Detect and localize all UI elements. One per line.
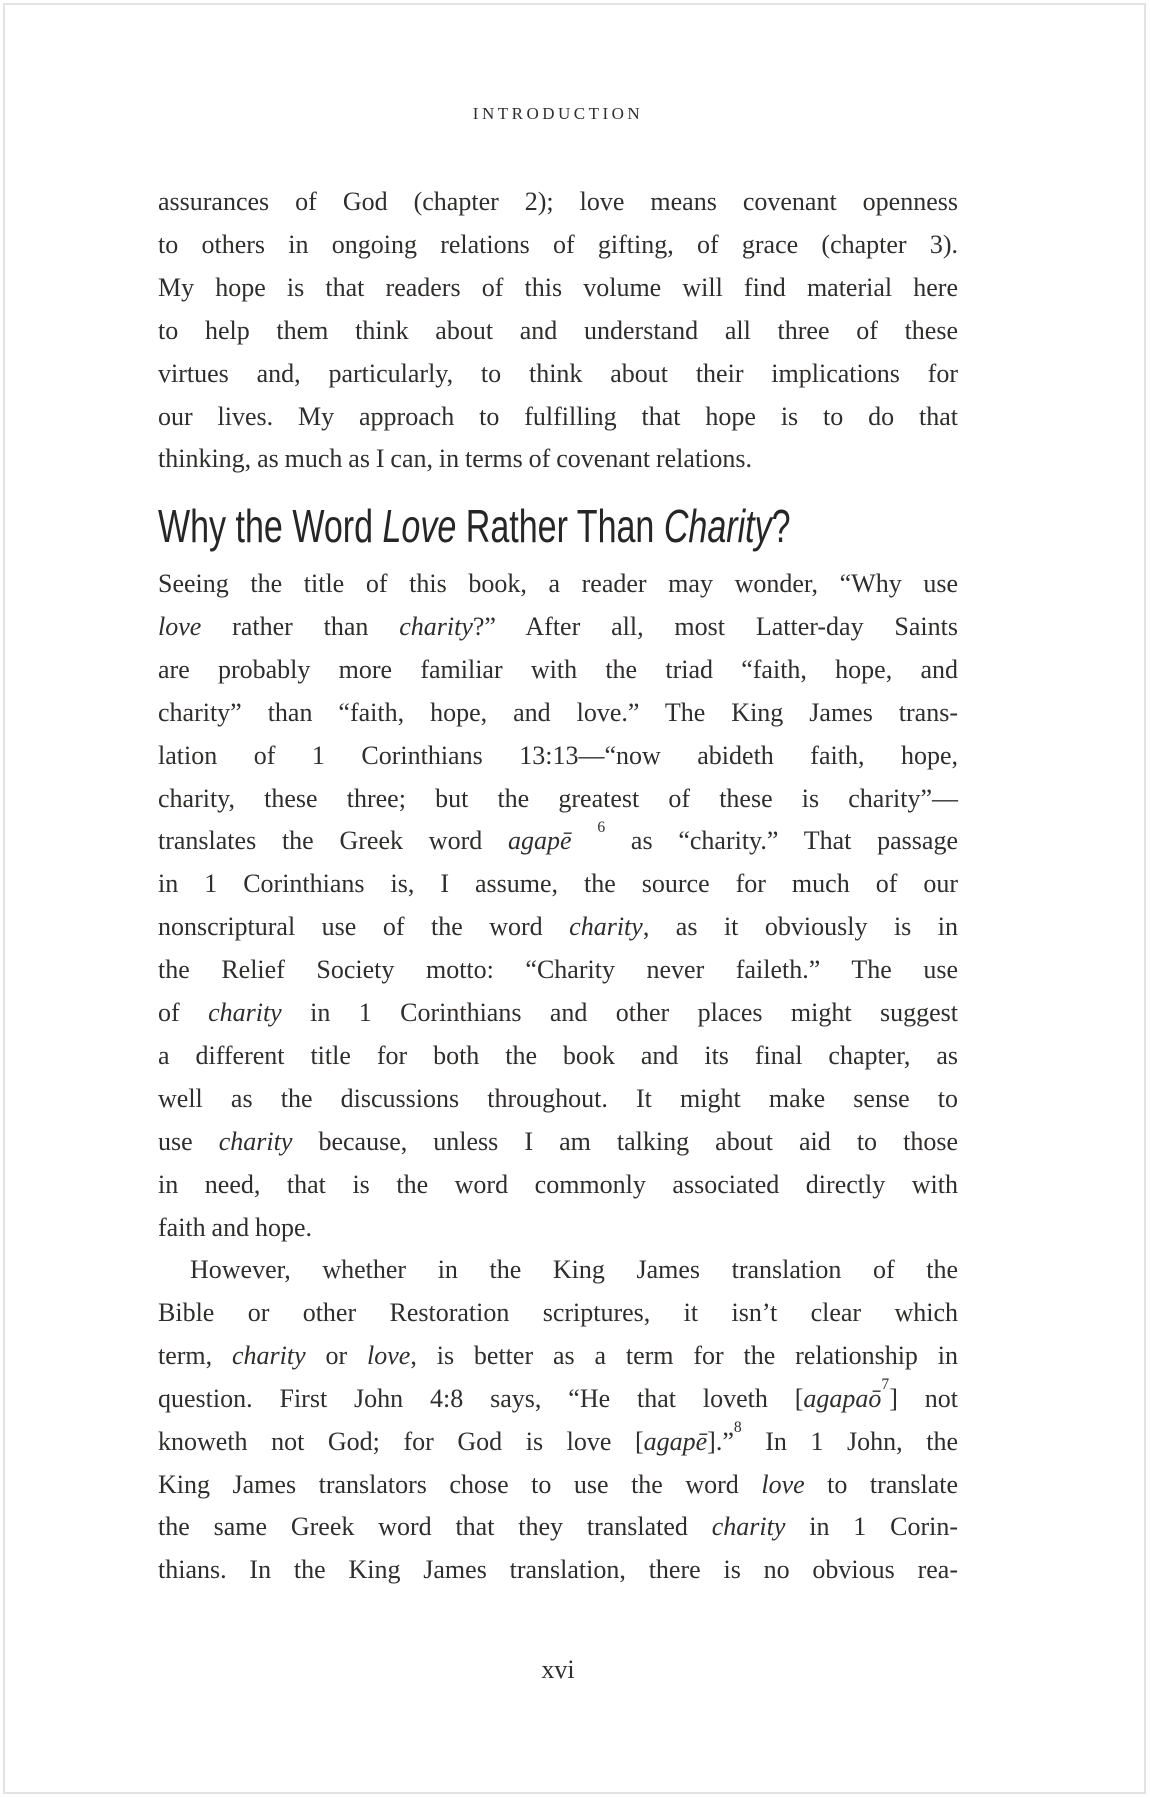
text-line: King James translators chose to use the word love to translate xyxy=(158,1469,959,1499)
text-line: However, whether in the King James translation of the xyxy=(190,1255,958,1284)
paragraph-continuation xyxy=(158,181,958,481)
text-line: Seeing the title of this book, a reader may wonder, “Why use xyxy=(158,569,958,598)
text-line: use charity because, unless I am talking about aid to those xyxy=(158,1126,958,1156)
paragraph-however xyxy=(158,1249,958,1592)
paragraph-why-word-love xyxy=(158,563,958,1250)
section-heading xyxy=(158,500,791,552)
text-line: charity” than “faith, hope, and love.” The King James trans- xyxy=(158,697,958,727)
text-line: virtues and, particularly, to think about their implications for xyxy=(158,358,958,388)
text-line: in 1 Corinthians is, I assume, the source for much of our xyxy=(158,869,958,899)
page-number: xvi xyxy=(541,1655,575,1684)
text-line: assurances of God (chapter 2); love means covenant openness xyxy=(158,187,958,216)
text-line: My hope is that readers of this volume will find material here xyxy=(158,272,958,302)
text-line: nonscriptural use of the word charity, as it obviously is in xyxy=(158,912,958,942)
text-line: charity, these three; but the greatest of these is charity”— xyxy=(158,783,958,813)
text-line: the same Greek word that they translated charity in 1 Corin- xyxy=(158,1512,958,1542)
text-line: our lives. My approach to fulfilling that hope is to do that xyxy=(158,401,958,431)
section-heading-text: Why the Word Love Rather Than Charity? xyxy=(158,500,791,552)
text-line: the Relief Society motto: “Charity never faileth.” The use xyxy=(158,955,958,985)
text-line: to help them think about and understand all three of these xyxy=(158,315,958,345)
text-line: lation of 1 Corinthians 13:13—“now abideth faith, hope, xyxy=(158,740,958,770)
text-line: well as the discussions throughout. It might make sense to xyxy=(158,1083,958,1113)
text-line: are probably more familiar with the triad “faith, hope, and xyxy=(158,654,958,684)
text-line: of charity in 1 Corinthians and other places might suggest xyxy=(158,998,958,1028)
text-line: a different title for both the book and its final chapter, as xyxy=(158,1040,958,1070)
text-line: thinking, as much as I can, in terms of covenant relations. xyxy=(158,444,753,474)
text-line: question. First John 4:8 says, “He that loveth [agapaō$^7$] not xyxy=(158,1376,958,1413)
text-line: thians. In the King James translation, there is no obvious rea- xyxy=(158,1555,958,1585)
text-line: translates the Greek word agapē $^6$ as “charity.” That passage xyxy=(158,818,958,856)
text-line: faith and hope. xyxy=(158,1212,313,1242)
text-line: knoweth not God; for God is love [agapē].”$^8$ In 1 John, the xyxy=(158,1419,958,1456)
text-line: to others in ongoing relations of gifting, of grace (chapter 3). xyxy=(158,229,958,259)
text-line: term, charity or love, is better as a term for the relationship in xyxy=(158,1340,958,1370)
text-line: in need, that is the word commonly associated directly with xyxy=(158,1169,958,1199)
text-line: Bible or other Restoration scriptures, it isn’t clear which xyxy=(158,1297,958,1327)
text-line: love rather than charity?” After all, most Latter-day Saints xyxy=(158,611,958,641)
running-head: INTRODUCTION xyxy=(472,104,644,123)
